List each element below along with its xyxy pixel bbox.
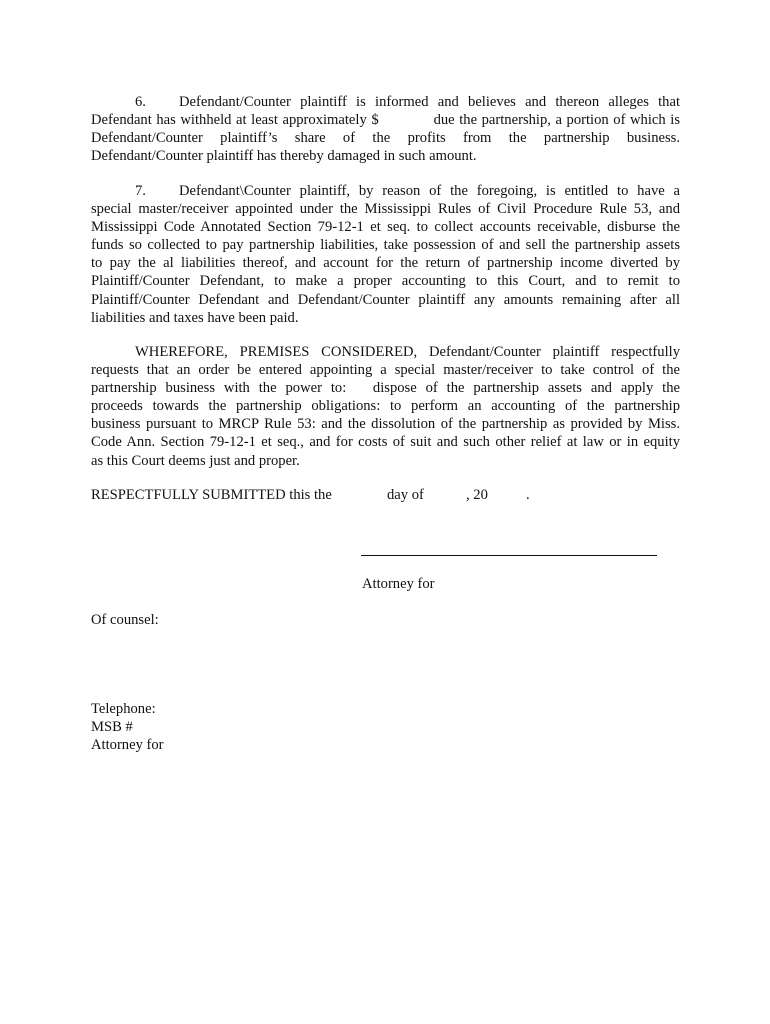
wherefore-line: requests that an order be entered appointing a special master/receiver to take control of the bbox=[91, 362, 680, 379]
msb-number-label: MSB # bbox=[91, 719, 133, 735]
submission-period: . bbox=[526, 487, 530, 503]
wherefore-line: partnership business with the power to: dispose of the partnership assets and apply the bbox=[91, 380, 680, 397]
signature-attorney-for: Attorney for bbox=[362, 576, 435, 592]
paragraph-7-line: Mississippi Code Annotated Section 79-12-1 et seq. to collect accounts receivable, disburse the bbox=[91, 219, 680, 236]
paragraph-7-line: funds so collected to pay partnership liabilities, take possession of and sell the partnership assets bbox=[91, 237, 680, 254]
paragraph-6-line: 6. Defendant/Counter plaintiff is informed and believes and thereon alleges that bbox=[135, 94, 680, 110]
wherefore-line: business pursuant to MRCP Rule 53: and the dissolution of the partnership as provided by Miss. bbox=[91, 416, 680, 433]
of-counsel-label: Of counsel: bbox=[91, 612, 159, 628]
paragraph-7-number: 7. bbox=[135, 183, 146, 199]
signature-line bbox=[361, 555, 657, 556]
telephone-label: Telephone: bbox=[91, 701, 156, 717]
paragraph-7-line: special master/receiver appointed under the Mississippi Rules of Civil Procedure Rule 53, and bbox=[91, 201, 680, 218]
paragraph-6-number: 6. bbox=[135, 94, 146, 110]
wherefore-clause bbox=[91, 343, 680, 470]
paragraph-7 bbox=[91, 182, 680, 327]
paragraph-6-line: Defendant/Counter plaintiff’s share of the profits from the partnership business. bbox=[91, 130, 680, 147]
submission-day-label: day of bbox=[387, 487, 424, 503]
wherefore-line: WHEREFORE, PREMISES CONSIDERED, Defendant/Counter plaintiff respectfully bbox=[135, 344, 680, 360]
wherefore-line: proceeds towards the partnership obligations: to perform an accounting of the partnership bbox=[91, 398, 680, 415]
paragraph-6 bbox=[91, 93, 680, 165]
wherefore-line: Code Ann. Section 79-12-1 et seq., and for costs of suit and such other relief at law or in equity bbox=[91, 434, 680, 451]
paragraph-6-line: Defendant has withheld at least approximately $ due the partnership, a portion of which is bbox=[91, 112, 680, 129]
paragraph-7-line: Plaintiff/Counter Defendant, to make a proper accounting to this Court, and to remit to bbox=[91, 273, 680, 290]
paragraph-7-line: liabilities and taxes have been paid. bbox=[91, 309, 299, 326]
paragraph-7-line: Plaintiff/Counter Defendant and Defendant/Counter plaintiff any amounts remaining after all bbox=[91, 291, 680, 308]
wherefore-line: as this Court deems just and proper. bbox=[91, 452, 300, 469]
paragraph-7-line: to pay the al liabilities thereof, and account for the return of partnership income diverted by bbox=[91, 255, 680, 272]
submission-year-label: , 20 bbox=[466, 487, 488, 503]
submission-text: RESPECTFULLY SUBMITTED this the bbox=[91, 487, 332, 503]
paragraph-7-line: 7. Defendant\Counter plaintiff, by reason of the foregoing, is entitled to have a bbox=[135, 183, 680, 199]
counsel-attorney-for: Attorney for bbox=[91, 737, 164, 753]
paragraph-6-line: Defendant/Counter plaintiff has thereby damaged in such amount. bbox=[91, 148, 477, 165]
